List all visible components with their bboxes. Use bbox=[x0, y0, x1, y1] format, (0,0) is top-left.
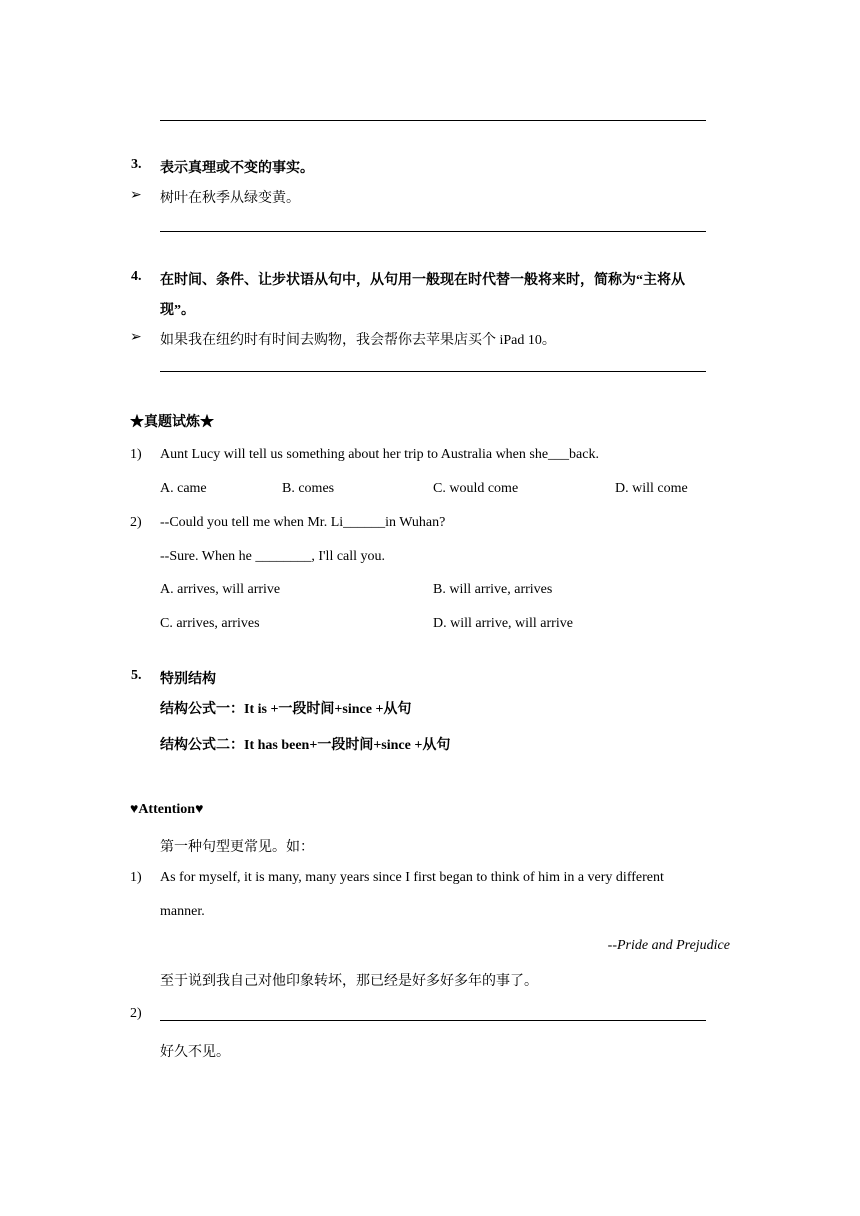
question-number: 2) bbox=[130, 515, 142, 530]
section-heading-cont: 现”。 bbox=[160, 303, 195, 318]
example-number: 2) bbox=[130, 1006, 142, 1021]
option-b: B. will arrive, arrives bbox=[433, 582, 553, 597]
formula-two: 结构公式二：It has been+一段时间+since +从句 bbox=[160, 738, 451, 753]
example-sentence-cont: manner. bbox=[160, 904, 205, 919]
example-text: 如果我在纽约时有时间去购物，我会帮你去苹果店买个 iPad 10。 bbox=[160, 333, 556, 348]
section-number: 3. bbox=[131, 157, 142, 172]
option-b: B. comes bbox=[282, 481, 335, 496]
bullet-arrow-icon: ➢ bbox=[130, 330, 142, 345]
attention-intro: 第一种句型更常见。如： bbox=[160, 840, 314, 855]
question-line: --Sure. When he ________, I'll call you. bbox=[160, 549, 386, 564]
section-number: 5. bbox=[131, 668, 142, 683]
example-number: 1) bbox=[130, 870, 142, 885]
answer-line bbox=[160, 371, 706, 372]
answer-line bbox=[160, 1020, 706, 1021]
question-stem: Aunt Lucy will tell us something about her trip to Australia when she___back. bbox=[160, 447, 599, 462]
example-translation: 至于说到我自己对他印象转坏，那已经是好多好多年的事了。 bbox=[160, 974, 538, 989]
section-heading: 在时间、条件、让步状语从句中，从句用一般现在时代替一般将来时，简称为“主将从 bbox=[160, 273, 685, 288]
example-source: --Pride and Prejudice bbox=[607, 938, 730, 953]
formula-one: 结构公式一：It is +一段时间+since +从句 bbox=[160, 702, 412, 717]
example-sentence: As for myself, it is many, many years since I first began to think of him in a very different bbox=[160, 870, 664, 885]
section-heading: 表示真理或不变的事实。 bbox=[160, 161, 314, 176]
practice-title: ★真题试炼★ bbox=[130, 415, 214, 430]
answer-line bbox=[160, 120, 706, 121]
question-line: --Could you tell me when Mr. Li______in Wuhan? bbox=[160, 515, 446, 530]
option-c: C. arrives, arrives bbox=[160, 616, 260, 631]
option-a: A. came bbox=[160, 481, 207, 496]
answer-line bbox=[160, 231, 706, 232]
example-translation: 好久不见。 bbox=[160, 1045, 230, 1060]
option-d: D. will come bbox=[615, 481, 688, 496]
question-number: 1) bbox=[130, 447, 142, 462]
option-d: D. will arrive, will arrive bbox=[433, 616, 573, 631]
section-heading: 特别结构 bbox=[160, 672, 216, 687]
option-a: A. arrives, will arrive bbox=[160, 582, 281, 597]
section-number: 4. bbox=[131, 269, 142, 284]
bullet-arrow-icon: ➢ bbox=[130, 188, 142, 203]
example-text: 树叶在秋季从绿变黄。 bbox=[160, 191, 300, 206]
option-c: C. would come bbox=[433, 481, 519, 496]
attention-title: ♥Attention♥ bbox=[130, 802, 204, 817]
